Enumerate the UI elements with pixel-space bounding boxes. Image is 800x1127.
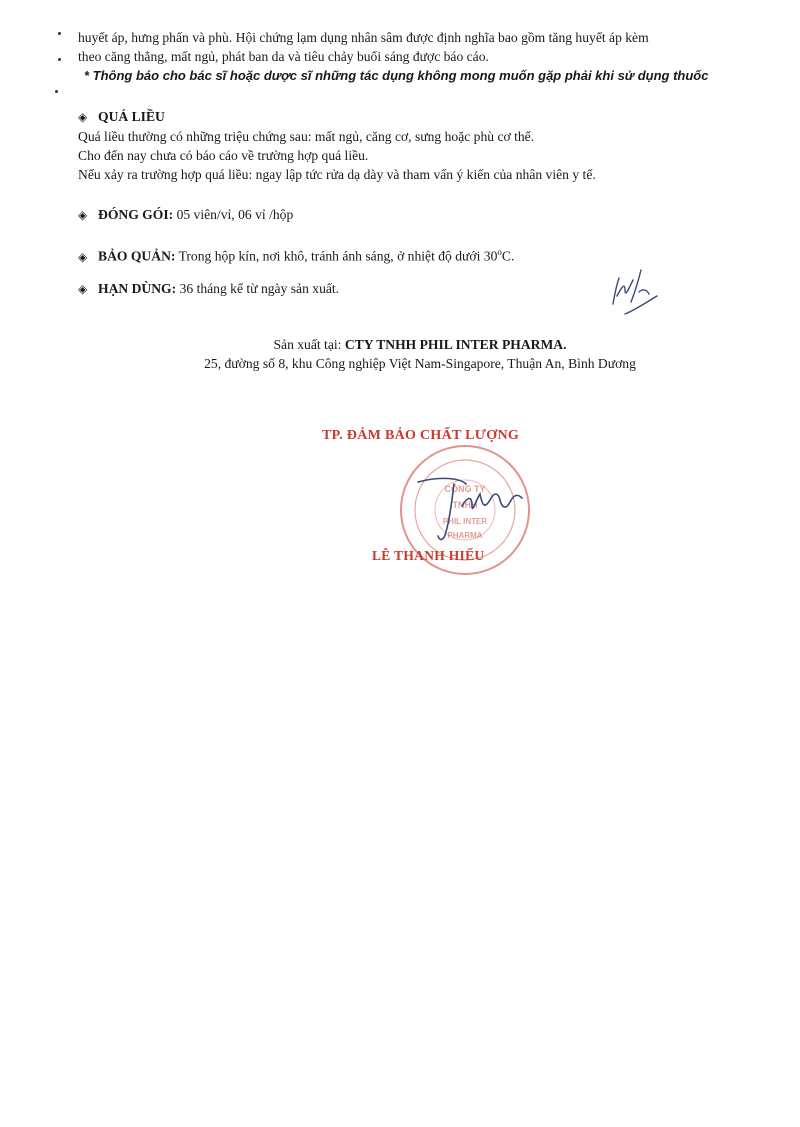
manufacturer-name: CTY TNHH PHIL INTER PHARMA. xyxy=(344,337,567,352)
section-heading: QUÁ LIỀU xyxy=(98,109,165,124)
section-value: Trong hộp kín, nơi khô, tránh ánh sáng, ở nhiệt độ dưới 30 xyxy=(178,248,498,264)
text-line: Quá liều thường có những triệu chứng sau: mất ngủ, căng cơ, sưng hoặc phù cơ thể. xyxy=(78,129,535,144)
svg-text:TNHH: TNHH xyxy=(452,500,478,510)
signatory-name: LÊ THANH HIẾU xyxy=(372,548,485,563)
section-label: ĐÓNG GÓI: xyxy=(98,207,174,222)
margin-dot xyxy=(58,32,61,35)
text-line: theo căng thẳng, mất ngủ, phát ban da và tiêu chảy buổi sáng được báo cáo. xyxy=(78,49,489,64)
section-label: BẢO QUẢN: xyxy=(98,248,176,264)
storage-section xyxy=(78,243,514,267)
section-value-unit: C. xyxy=(501,248,515,264)
diamond-bullet-icon: ◈ xyxy=(78,282,88,296)
handwritten-signature xyxy=(410,470,540,550)
side-effect-notice: * Thông báo cho bác sĩ hoặc dược sĩ những tác dụng không mong muốn gặp phải khi sử dụng thuốc xyxy=(84,68,709,83)
margin-dot xyxy=(55,90,58,93)
degree-symbol: o xyxy=(497,247,502,257)
margin-dot xyxy=(58,58,61,61)
diamond-bullet-icon: ◈ xyxy=(78,249,88,264)
initials-signature xyxy=(605,262,665,322)
text-line: Nếu xảy ra trường hợp quá liều: ngay lập tức rửa dạ dày và tham vấn ý kiến của nhân viên y tế. xyxy=(78,167,596,182)
packaging-section xyxy=(78,205,293,225)
svg-text:CÔNG TY: CÔNG TY xyxy=(444,484,486,494)
manufacturer-line xyxy=(0,337,800,353)
section-label: HẠN DÙNG: xyxy=(98,281,177,296)
section-value: 05 viên/vỉ, 06 vỉ /hộp xyxy=(176,207,294,222)
svg-text:PHARMA: PHARMA xyxy=(447,531,483,540)
diamond-bullet-icon: ◈ xyxy=(78,208,88,222)
shelf-life-section xyxy=(78,279,339,299)
manufacturer-address: 25, đường số 8, khu Công nghiệp Việt Nam-Singapore, Thuận An, Bình Dương xyxy=(204,356,636,371)
overdose-section xyxy=(78,107,596,184)
side-effects-continuation xyxy=(78,28,708,85)
stamp-title: TP. ĐẢM BẢO CHẤT LƯỢNG xyxy=(322,428,520,443)
manufacturer-prefix: Sản xuất tại: xyxy=(273,337,342,352)
text-line: huyết áp, hưng phấn và phù. Hội chứng lạm dụng nhân sâm được định nghĩa bao gồm tăng huyết áp kèm xyxy=(78,30,649,45)
svg-text:PHIL INTER: PHIL INTER xyxy=(442,517,488,526)
diamond-bullet-icon: ◈ xyxy=(78,110,88,124)
text-line: Cho đến nay chưa có báo cáo về trường hợp quá liều. xyxy=(78,148,369,163)
section-value: 36 tháng kể từ ngày sản xuất. xyxy=(179,281,340,296)
